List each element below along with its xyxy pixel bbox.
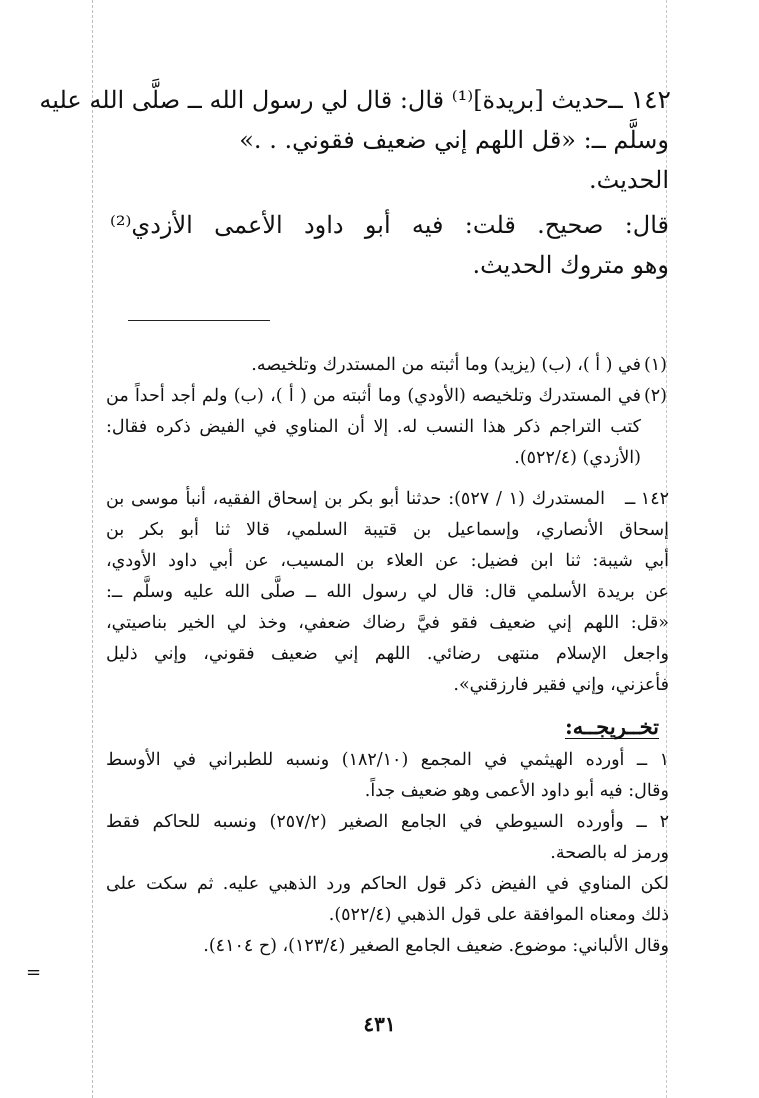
footnote-number-2: (٢)	[643, 386, 667, 406]
main-line-1: حديث [بريدة]⁽¹⁾ قال: قال لي رسول الله ــ صلَّى الله عليه	[39, 86, 609, 114]
continuation-mark: =	[26, 962, 42, 983]
takhrij-line-3: ٢ ــ وأورده السيوطي في الجامع الصغير (٢٥٧/٢) ونسبه للحاكم فقط	[106, 812, 669, 832]
footnote-2-line-1: في المستدرك وتلخيصه (الأودي) وما أثبته من ( أ )، (ب) ولم أجد أحداً من	[106, 386, 641, 406]
main-line-4: قال: صحيح. قلت: فيه أبو داود الأعمى الأزدي⁽²⁾	[110, 211, 669, 239]
expansion-line-4: عن بريدة الأسلمي قال: قال لي رسول الله ــ صلَّى الله عليه وسلَّم ــ:	[106, 582, 669, 602]
takhrij-line-1: ١ ــ أورده الهيثمي في المجمع (١٨٢/١٠) ونسبه للطبراني في الأوسط	[106, 750, 670, 770]
main-line-3: الحديث.	[589, 166, 669, 194]
takhrij-heading	[565, 712, 659, 742]
expansion-line-2: إسحاق الأنصاري، وإسماعيل بن قتيبة السلمي، قالا ثنا أبو بكر بن	[106, 520, 669, 540]
expansion-number: ١٤٢ ــ	[624, 489, 669, 509]
takhrij-line-7: وقال الألباني: موضوع. ضعيف الجامع الصغير (١٢٣/٤)، (ح ٤١٠٤).	[203, 936, 669, 956]
margin-rule-left	[92, 0, 93, 1098]
takhrij-line-5: لكن المناوي في الفيض ذكر قول الحاكم ورد الذهبي عليه. ثم سكت على	[106, 874, 669, 894]
takhrij-line-6: ذلك ومعناه الموافقة على قول الذهبي (٥٢٢/٤).	[328, 905, 669, 925]
takhrij-heading-underline	[565, 738, 659, 739]
footnote-2-line-2: كتب التراجم ذكر هذا النسب له. إلا أن المناوي في الفيض ذكره فقال:	[106, 417, 641, 437]
expansion-line-3: أبي شيبة: ثنا ابن فضيل: عن العلاء بن المسيب، عن أبي داود الأودي،	[106, 551, 669, 571]
main-line-2: وسلَّم ــ: «قل اللهم إني ضعيف فقوني. . .»	[239, 126, 669, 154]
hadith-number: ١٤٢ ــ	[608, 85, 671, 114]
takhrij-line-2: وقال: فيه أبو داود الأعمى وهو ضعيف جداً.	[364, 781, 669, 801]
page-number: ٤٣١	[363, 1012, 396, 1036]
footnote-1-line-1: في ( أ )، (ب) (يزيد) وما أثبته من المستدرك وتلخيصه.	[251, 355, 641, 375]
footnote-2-line-3: (الأزدي) (٥٢٢/٤).	[514, 448, 641, 468]
expansion-line-5: «قل: اللهم إني ضعيف فقو فيَّ رضاك ضعفي، وخذ لي الخير بناصيتي،	[106, 613, 669, 633]
expansion-line-7: فأعزني، وإني فقير فارزقني».	[453, 675, 669, 695]
expansion-line-6: واجعل الإسلام منتهى رضائي. اللهم إني ضعيف فقوني، وإني ذليل	[106, 644, 669, 664]
footnote-separator	[128, 320, 270, 321]
footnote-number-1: (١)	[643, 355, 667, 375]
expansion-line-1: المستدرك (١ / ٥٢٧): حدثنا أبو بكر بن إسحاق الفقيه، أنبأ موسى بن	[106, 489, 605, 509]
takhrij-heading-text: تخــريجــه:	[564, 714, 659, 739]
main-line-5: وهو متروك الحديث.	[472, 251, 669, 279]
takhrij-line-4: ورمز له بالصحة.	[550, 843, 669, 863]
